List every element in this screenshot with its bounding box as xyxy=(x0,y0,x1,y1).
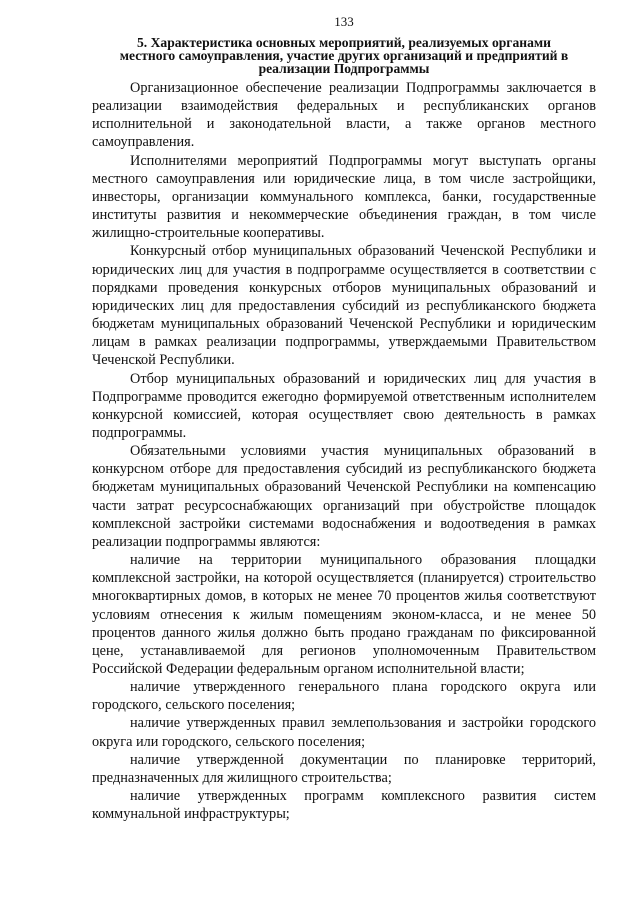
list-paragraph: наличие утвержденных программ комплексного развития систем коммунальной инфраструктуры; xyxy=(92,788,596,823)
list-paragraph: наличие на территории муниципального образования площадки комплексной застройки, на которой осуществляется (планируется) строительство многоквартирных домов, в которых не менее 70 процентов жилья соответствуют условиям отнесения к жилым помещениям эконом-класса, и не менее 50 процентов данного жилья должно быть продано гражданам по фиксированной цене, устанавливаемой для регионов уполномоченным Правительством Российской Федерации федеральным органом исполнительной власти; xyxy=(92,552,596,677)
page-number: 133 xyxy=(334,14,354,29)
paragraph: Организационное обеспечение реализации Подпрограммы заключается в реализации взаимодействия федеральных и республиканских органов исполнительной и законодательной власти, а также органов местного самоуправления. xyxy=(92,80,596,151)
list-paragraph: наличие утвержденных правил землепользования и застройки городского округа или городского, сельского поселения; xyxy=(92,715,596,750)
section-heading-line: местного самоуправления, участие других организаций и предприятий в xyxy=(119,48,569,63)
paragraph: Обязательными условиями участия муниципальных образований в конкурсном отборе для предоставления субсидий из республиканского бюджета бюджетам муниципальных образований Чеченской Республики на компенсацию части затрат ресурсоснабжающих организаций при обустройстве площадок комплексной застройки системами водоснабжения и водоотведения в рамках реализации подпрограммы являются: xyxy=(92,443,596,550)
list-paragraph: наличие утвержденного генерального плана городского округа или городского, сельского поселения; xyxy=(92,679,596,714)
paragraph: Исполнителями мероприятий Подпрограммы могут выступать органы местного самоуправления или юридические лица, в том числе застройщики, инвесторы, организации коммунального комплекса, банки, государственные институты развития и некоммерческие объединения граждан, в том числе жилищно-строительные кооперативы. xyxy=(92,152,596,242)
body-text xyxy=(92,79,596,823)
section-heading xyxy=(92,36,596,75)
section-heading-line: реализации Подпрограммы xyxy=(258,61,430,76)
section-heading-line: 5. Характеристика основных мероприятий, реализуемых органами xyxy=(136,35,551,50)
document-page xyxy=(92,14,596,823)
paragraph: Конкурсный отбор муниципальных образований Чеченской Республики и юридических лиц для участия в подпрограмме осуществляется в соответствии с порядками проведения конкурсных отборов муниципальных образований и юридических лиц для предоставления субсидий из республиканского бюджета бюджетам муниципальных образований Чеченской Республики и юридическим лицам в рамках реализации подпрограммы, утверждаемыми Правительством Чеченской Республики. xyxy=(92,243,596,369)
paragraph: Отбор муниципальных образований и юридических лиц для участия в Подпрограмме проводится ежегодно формируемой ответственным исполнителем конкурсной комиссией, которая осуществляет свою деятельность в рамках подпрограммы. xyxy=(92,370,596,441)
list-paragraph: наличие утвержденной документации по планировке территорий, предназначенных для жилищного строительства; xyxy=(92,751,596,786)
